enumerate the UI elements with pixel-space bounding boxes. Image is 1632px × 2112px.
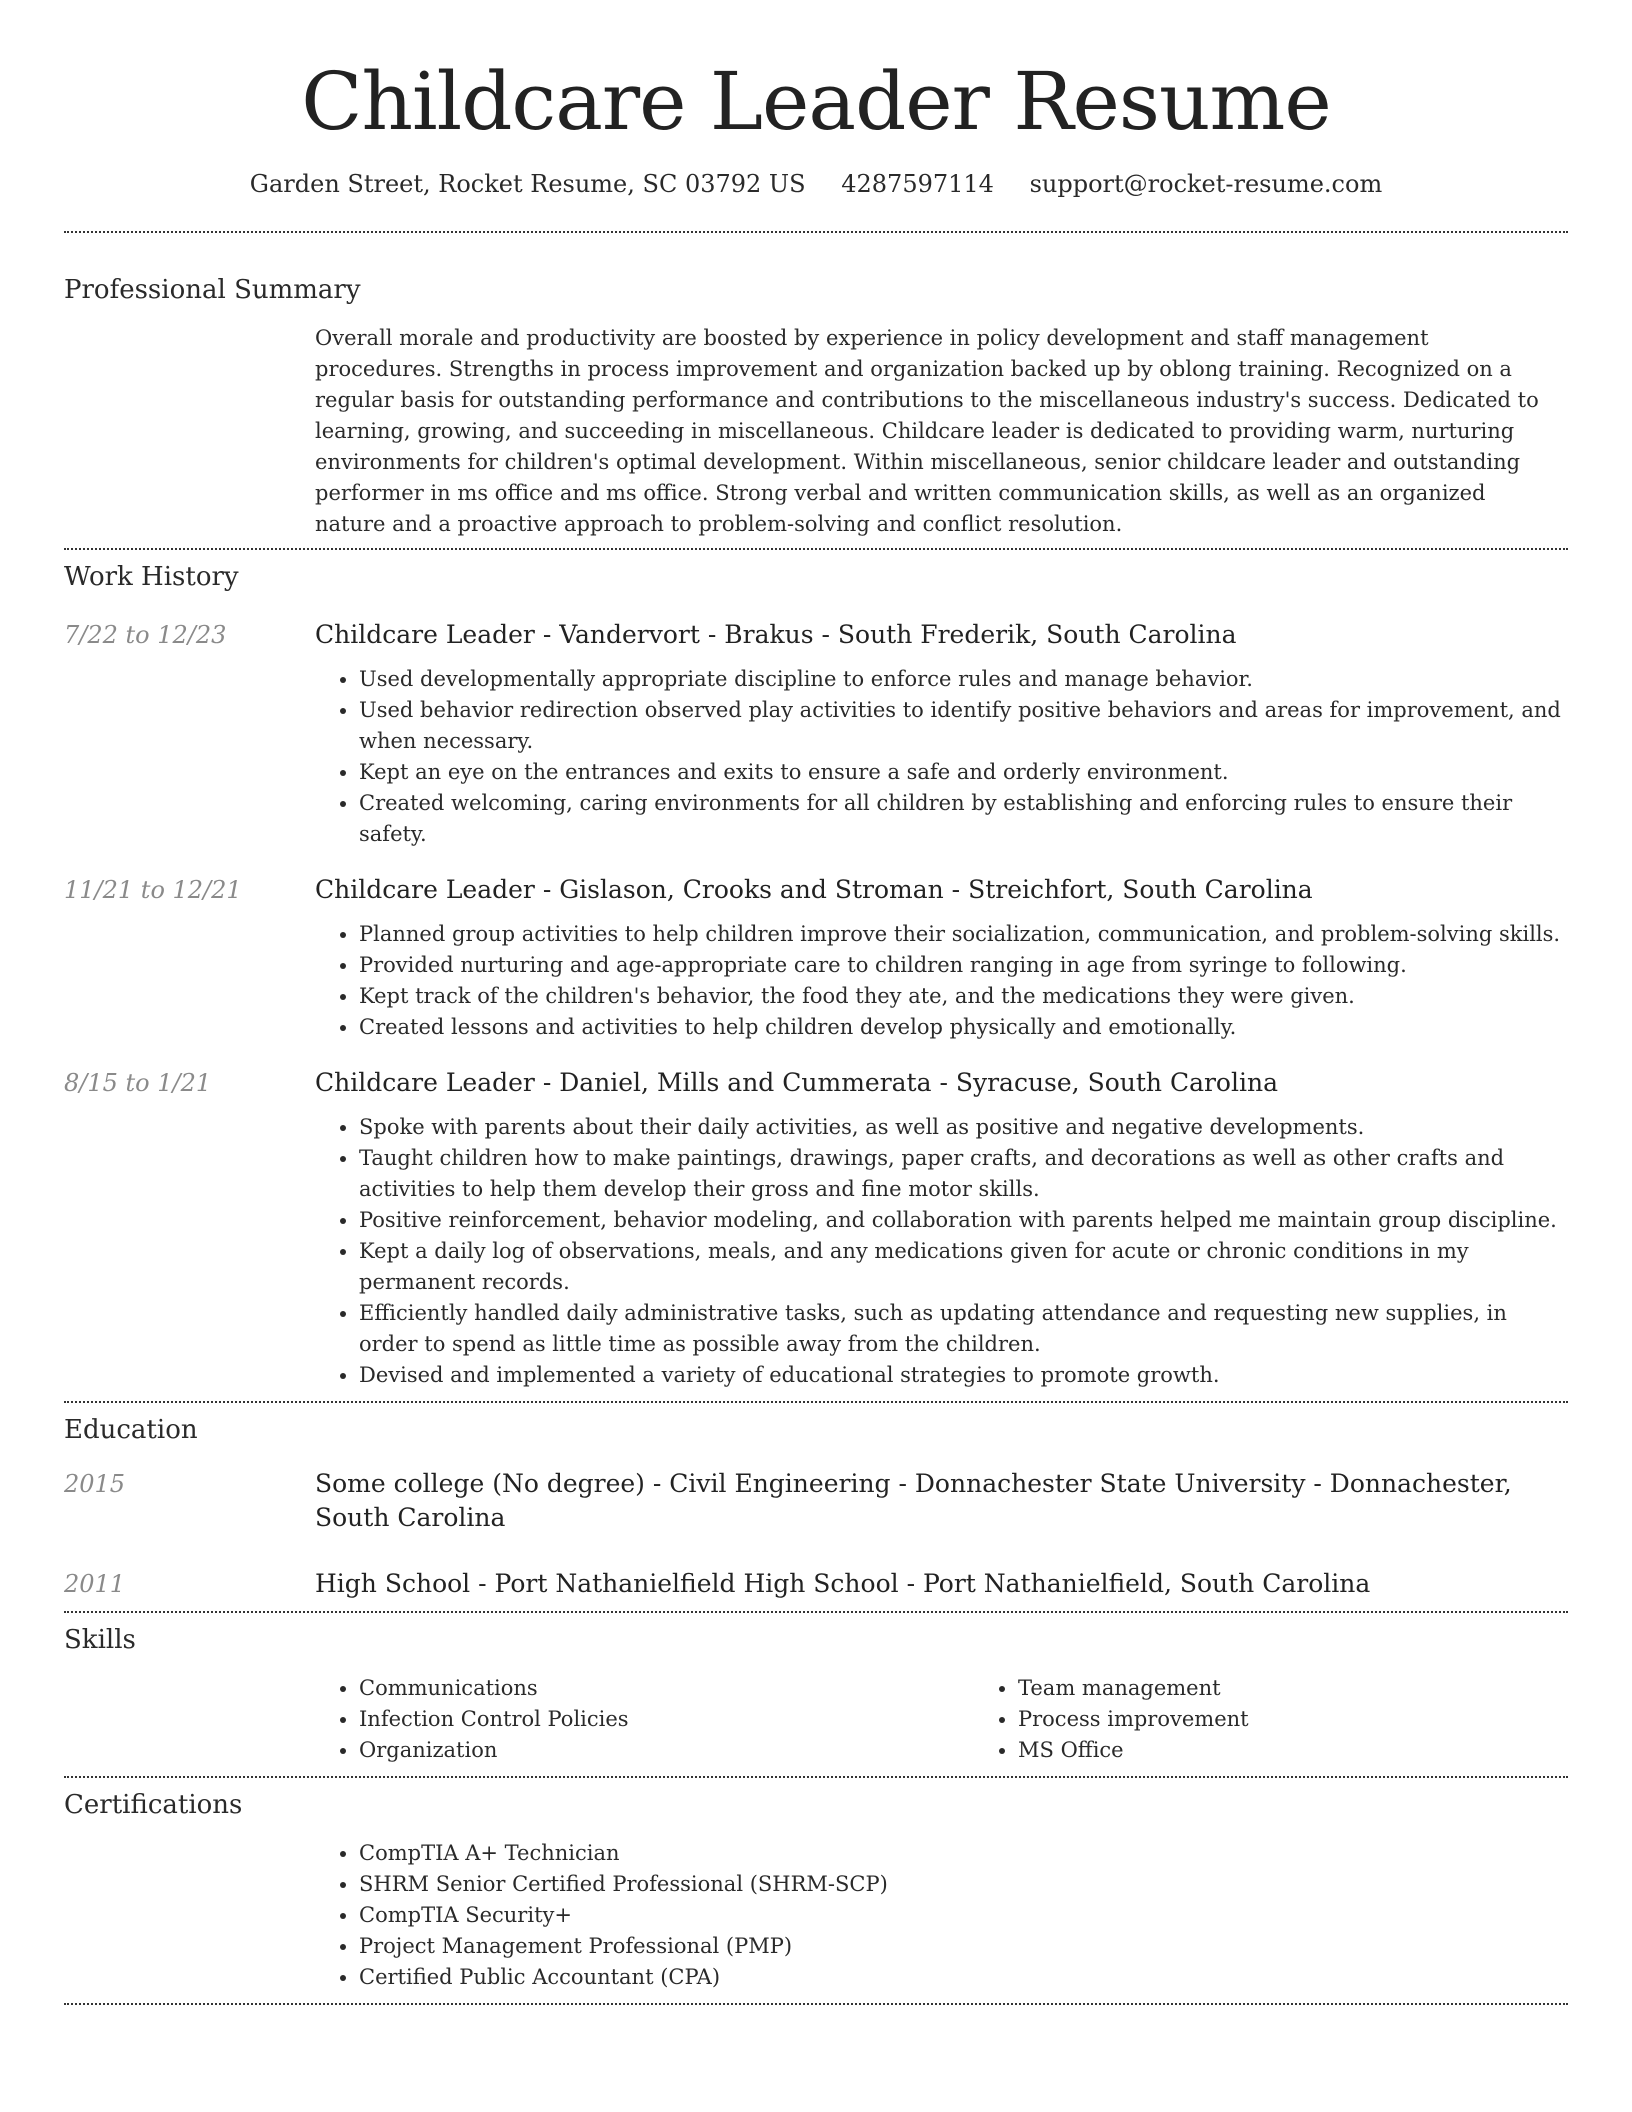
job-bullet: • Devised and implemented a variety of educational strategies to promote growth. bbox=[359, 1360, 1568, 1391]
job-bullet: • Provided nurturing and age-appropriate care to children ranging in age from syringe to following. bbox=[359, 950, 1568, 981]
divider bbox=[64, 1401, 1568, 1403]
section-heading-skills: Skills bbox=[64, 1625, 136, 1655]
certifications-spacer bbox=[64, 1838, 315, 1993]
skill-item: • Infection Control Policies bbox=[359, 1704, 974, 1735]
job-bullet: • Created welcoming, caring environments for all children by establishing and enforcing rules to ensure their safety. bbox=[359, 788, 1568, 850]
job-bullet: • Efficiently handled daily administrative tasks, such as updating attendance and requesting new supplies, in order to spend as little time as possible away from the children. bbox=[359, 1298, 1568, 1360]
skill-item: • Team management bbox=[1018, 1673, 1632, 1704]
education-year: 2011 bbox=[64, 1570, 126, 1598]
job-bullet: • Spoke with parents about their daily activities, as well as positive and negative developments. bbox=[359, 1112, 1568, 1143]
certification-item: • Project Management Professional (PMP) bbox=[359, 1931, 1568, 1962]
job-dates: 11/21 to 12/21 bbox=[64, 876, 242, 904]
job-bullet: • Used developmentally appropriate discipline to enforce rules and manage behavior. bbox=[359, 664, 1568, 695]
job-bullet: • Used behavior redirection observed play activities to identify positive behaviors and areas for improvement, and when necessary. bbox=[359, 695, 1568, 757]
summary-spacer bbox=[64, 323, 315, 540]
skill-item: • Process improvement bbox=[1018, 1704, 1632, 1735]
skills-row bbox=[64, 1673, 1568, 1766]
job-title: Childcare Leader - Vandervort - Brakus - South Frederik, South Carolina bbox=[315, 620, 1237, 649]
job-bullets bbox=[315, 1112, 1568, 1391]
certification-item: • CompTIA Security+ bbox=[359, 1900, 1568, 1931]
certifications-row bbox=[64, 1838, 1568, 1993]
resume-title: Childcare Leader Resume bbox=[301, 55, 1331, 148]
section-heading-certifications: Certifications bbox=[64, 1790, 243, 1820]
job-entry bbox=[64, 618, 1568, 850]
education-entry bbox=[64, 1567, 1568, 1601]
education-text: High School - Port Nathanielfield High School - Port Nathanielfield, South Carolina bbox=[315, 1569, 1371, 1598]
summary-text: Overall morale and productivity are boosted by experience in policy development and staff management procedures. Strengths in process improvement and organization backed up by oblong training. Recognized on a regular basis for outstanding performance and contributions to the miscellaneous industry's success. Dedicated to learning, growing, and succeeding in miscellaneous. Childcare leader is dedicated to providing warm, nurturing environments for children's optimal development. Within miscellaneous, senior childcare leader and outstanding performer in ms office and ms office. Strong verbal and written communication skills, as well as an organized nature and a proactive approach to problem-solving and conflict resolution. bbox=[315, 326, 1539, 536]
skill-item: • MS Office bbox=[1018, 1735, 1632, 1766]
skills-spacer bbox=[64, 1673, 315, 1766]
job-bullet: • Planned group activities to help children improve their socialization, communication, and problem-solving skills. bbox=[359, 919, 1568, 950]
job-bullet: • Kept an eye on the entrances and exits to ensure a safe and orderly environment. bbox=[359, 757, 1568, 788]
section-heading-summary: Professional Summary bbox=[64, 275, 361, 305]
job-dates: 8/15 to 1/21 bbox=[64, 1069, 212, 1097]
education-text: Some college (No degree) - Civil Engineering - Donnachester State University - Donnachester, South Carolina bbox=[315, 1469, 1512, 1532]
certification-item: • SHRM Senior Certified Professional (SHRM-SCP) bbox=[359, 1869, 1568, 1900]
divider bbox=[64, 1611, 1568, 1613]
job-entry bbox=[64, 1066, 1568, 1391]
job-bullet: • Kept a daily log of observations, meals, and any medications given for acute or chronic conditions in my permanent records. bbox=[359, 1236, 1568, 1298]
job-title: Childcare Leader - Daniel, Mills and Cummerata - Syracuse, South Carolina bbox=[315, 1068, 1278, 1097]
skills-grid bbox=[315, 1673, 1632, 1766]
job-bullet: • Created lessons and activities to help children develop physically and emotionally. bbox=[359, 1012, 1568, 1043]
section-heading-work: Work History bbox=[64, 562, 239, 592]
resume-page bbox=[64, 0, 1568, 2005]
job-entry bbox=[64, 873, 1568, 1043]
contact-phone: 4287597114 bbox=[841, 170, 994, 198]
divider bbox=[64, 231, 1568, 233]
job-dates: 7/22 to 12/23 bbox=[64, 621, 227, 649]
job-bullets bbox=[315, 664, 1568, 850]
skills-list-left bbox=[315, 1673, 974, 1766]
contact-email: support@rocket-resume.com bbox=[1029, 170, 1383, 198]
summary-row bbox=[64, 323, 1568, 540]
divider bbox=[64, 1776, 1568, 1778]
certification-item: • CompTIA A+ Technician bbox=[359, 1838, 1568, 1869]
education-year: 2015 bbox=[64, 1470, 126, 1498]
contact-address: Garden Street, Rocket Resume, SC 03792 US bbox=[249, 170, 806, 198]
skills-list-right bbox=[974, 1673, 1632, 1766]
contact-line bbox=[64, 168, 1568, 200]
divider bbox=[64, 548, 1568, 550]
skill-item: • Organization bbox=[359, 1735, 974, 1766]
job-bullet: • Taught children how to make paintings, drawings, paper crafts, and decorations as well as other crafts and activities to help them develop their gross and fine motor skills. bbox=[359, 1143, 1568, 1205]
certification-item: • Certified Public Accountant (CPA) bbox=[359, 1962, 1568, 1993]
job-bullet: • Kept track of the children's behavior, the food they ate, and the medications they were given. bbox=[359, 981, 1568, 1012]
section-heading-education: Education bbox=[64, 1415, 198, 1445]
skill-item: • Communications bbox=[359, 1673, 974, 1704]
job-bullets bbox=[315, 919, 1568, 1043]
job-bullet: • Positive reinforcement, behavior modeling, and collaboration with parents helped me maintain group discipline. bbox=[359, 1205, 1568, 1236]
certifications-body bbox=[315, 1838, 1568, 1993]
certifications-list bbox=[315, 1838, 1568, 1993]
education-entry bbox=[64, 1467, 1568, 1535]
job-title: Childcare Leader - Gislason, Crooks and Stroman - Streichfort, South Carolina bbox=[315, 875, 1313, 904]
divider bbox=[64, 2003, 1568, 2005]
